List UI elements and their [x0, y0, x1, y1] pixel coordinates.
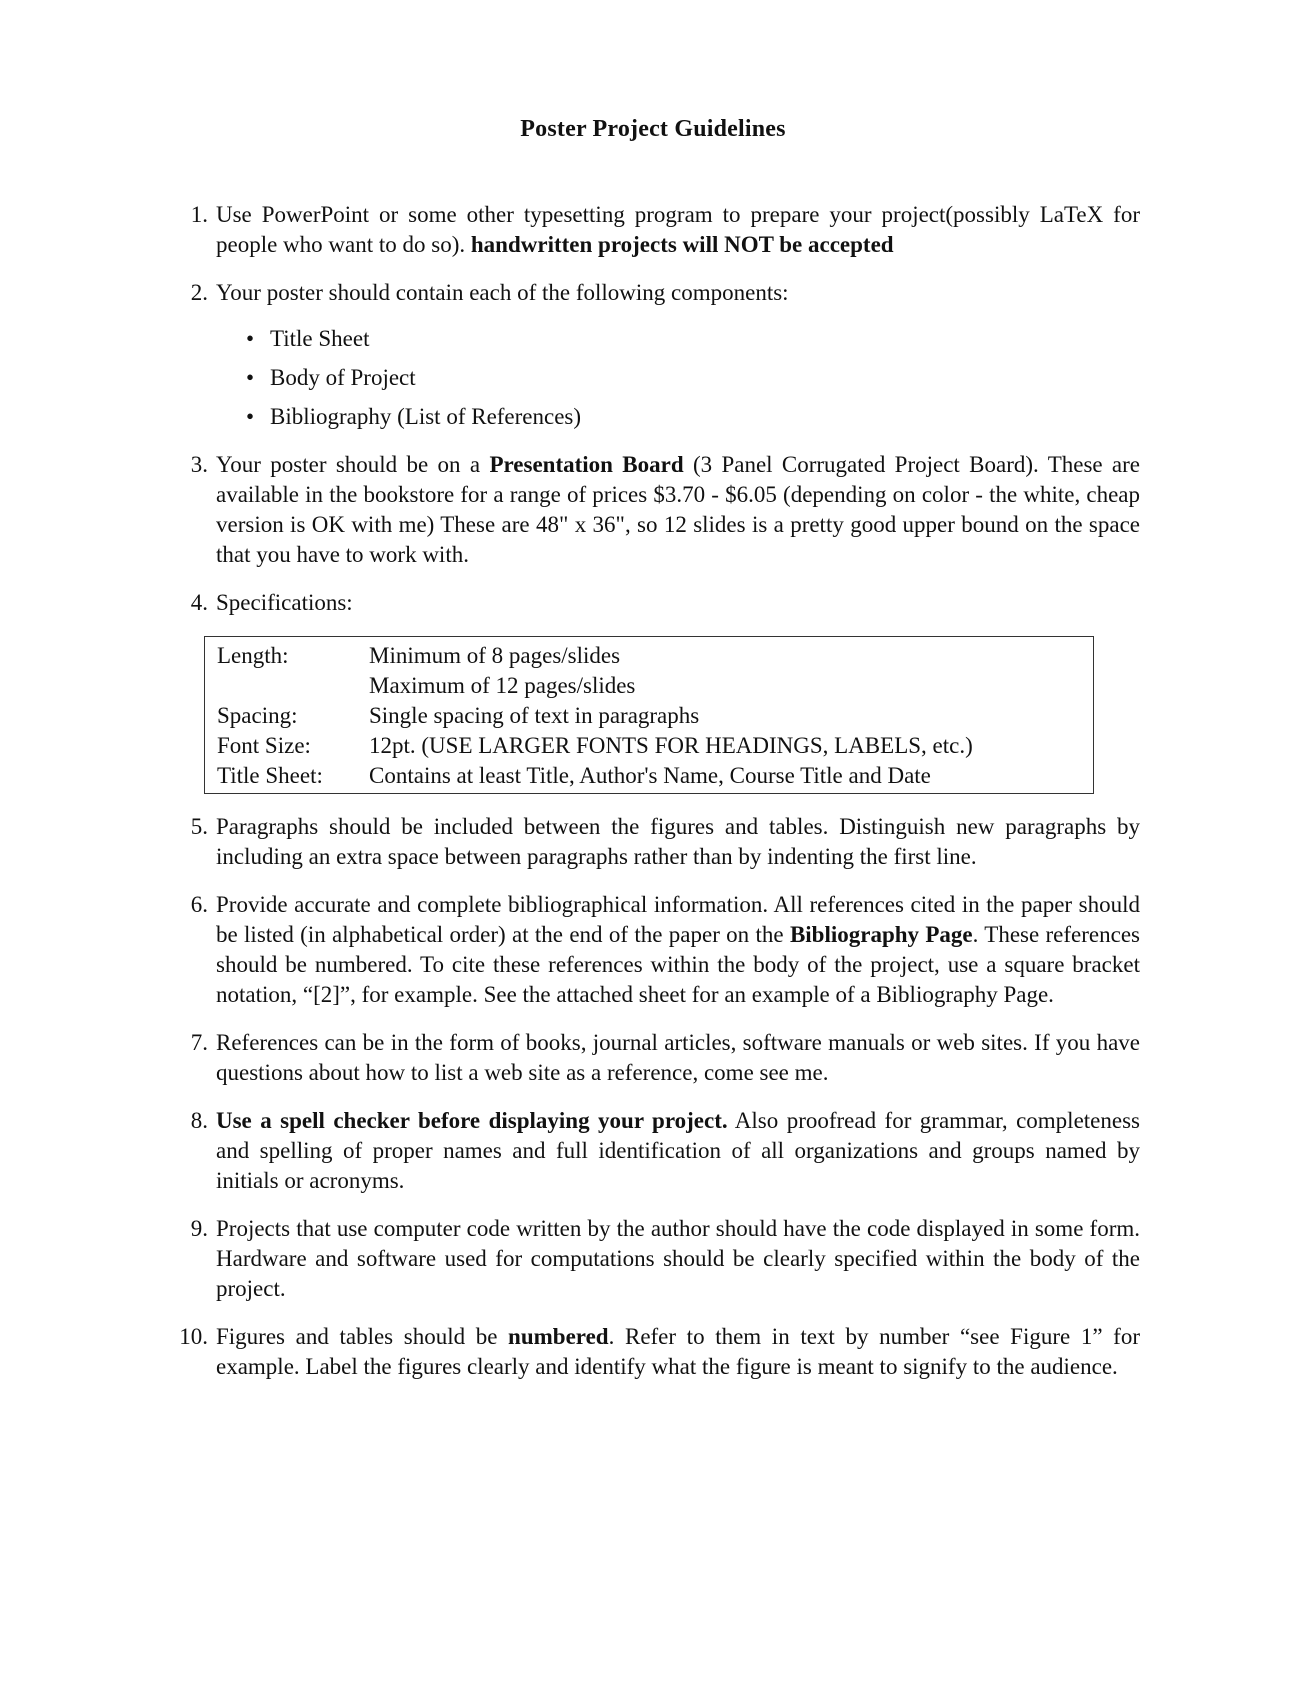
item-number: 3.	[190, 452, 208, 477]
item-text: Your poster should be on a	[216, 452, 490, 477]
spec-value: 12pt. (USE LARGER FONTS FOR HEADINGS, LABELS, etc.)	[369, 733, 973, 758]
item-bold-text: handwritten projects will NOT be accepted	[470, 232, 894, 257]
item-text: Specifications:	[216, 590, 353, 615]
spec-row	[217, 671, 1083, 701]
item-text: . These references should be numbered. To cite these references within the body of the project, use a square bracket notation, “[2]”, for example. See the attached sheet for an example of a Bibliography Page.	[216, 922, 1140, 1007]
spec-key	[217, 671, 369, 701]
item-text: Figures and tables should be	[216, 1324, 509, 1349]
spec-key: Length:	[217, 643, 289, 668]
page-title: Poster Project Guidelines	[520, 116, 786, 142]
item-number: 8.	[190, 1108, 208, 1133]
list-item	[170, 588, 1140, 794]
specifications-table	[204, 636, 1094, 794]
list-item	[170, 1106, 1140, 1196]
spec-value: Minimum of 8 pages/slides	[369, 643, 621, 668]
item-bold-text: Presentation Board	[489, 452, 684, 477]
spec-value: Single spacing of text in paragraphs	[369, 703, 700, 728]
item-bold-text: Bibliography Page	[789, 922, 973, 947]
item-number: 7.	[190, 1030, 208, 1055]
list-item	[170, 200, 1140, 260]
item-number: 1.	[190, 202, 208, 227]
components-list	[216, 324, 1140, 432]
spec-value: Contains at least Title, Author's Name, Course Title and Date	[369, 763, 931, 788]
item-text: . Refer to them in text by number “see Figure 1” for example. Label the figures clearly and identify what the figure is meant to signify to the audience.	[216, 1324, 1140, 1379]
spec-key: Spacing:	[217, 703, 298, 728]
spec-row	[217, 731, 1083, 761]
guidelines-list	[170, 200, 1140, 1400]
item-number: 10.	[179, 1324, 208, 1349]
spec-row	[217, 701, 1083, 731]
item-bold-text: numbered	[508, 1324, 609, 1349]
spec-key: Title Sheet:	[217, 763, 323, 788]
item-text: References can be in the form of books, journal articles, software manuals or web sites. If you have questions about how to list a web site as a reference, come see me.	[216, 1030, 1140, 1085]
list-item	[170, 890, 1140, 1010]
item-number: 5.	[190, 814, 208, 839]
item-text: Projects that use computer code written by the author should have the code displayed in some form. Hardware and software used for computations should be clearly specified within the body of the project.	[216, 1216, 1140, 1301]
item-text: (3 Panel Corrugated Project Board). These are available in the bookstore for a range of prices $3.70 - $6.05 (depending on color - the white, cheap version is OK with me) These are 48" x 36", so 12 slides is a pretty good upper bound on the space that you have to work with.	[216, 452, 1141, 567]
item-bold-text: Use a spell checker before displaying your project.	[216, 1108, 728, 1133]
spec-key: Font Size:	[217, 733, 311, 758]
item-number: 6.	[190, 892, 208, 917]
spec-row	[217, 641, 1083, 671]
list-item	[170, 1028, 1140, 1088]
item-text: Also proofread for grammar, completeness and spelling of proper names and full identification of all organizations and groups named by initials or acronyms.	[216, 1108, 1140, 1193]
item-number: 4.	[190, 590, 208, 615]
spec-row	[217, 761, 1083, 791]
item-number: 2.	[190, 280, 208, 305]
item-text: Use PowerPoint or some other typesetting program to prepare your project(possibly LaTeX for people who want to do so).	[216, 202, 1140, 257]
item-text: Your poster should contain each of the following components:	[216, 280, 789, 305]
bullet-item: • Title Sheet	[216, 324, 1140, 354]
bullet-item: • Body of Project	[216, 363, 1140, 393]
list-item	[170, 812, 1140, 872]
list-item	[170, 1214, 1140, 1304]
list-item	[170, 450, 1140, 570]
list-item	[170, 278, 1140, 432]
item-number: 9.	[190, 1216, 208, 1241]
item-text: Paragraphs should be included between the figures and tables. Distinguish new paragraphs by including an extra space between paragraphs rather than by indenting the first line.	[216, 814, 1140, 869]
list-item	[170, 1322, 1140, 1382]
spec-value: Maximum of 12 pages/slides	[369, 673, 636, 698]
item-text: Provide accurate and complete bibliographical information. All references cited in the paper should be listed (in alphabetical order) at the end of the paper on the	[216, 892, 1140, 947]
bullet-item: • Bibliography (List of References)	[216, 402, 1140, 432]
